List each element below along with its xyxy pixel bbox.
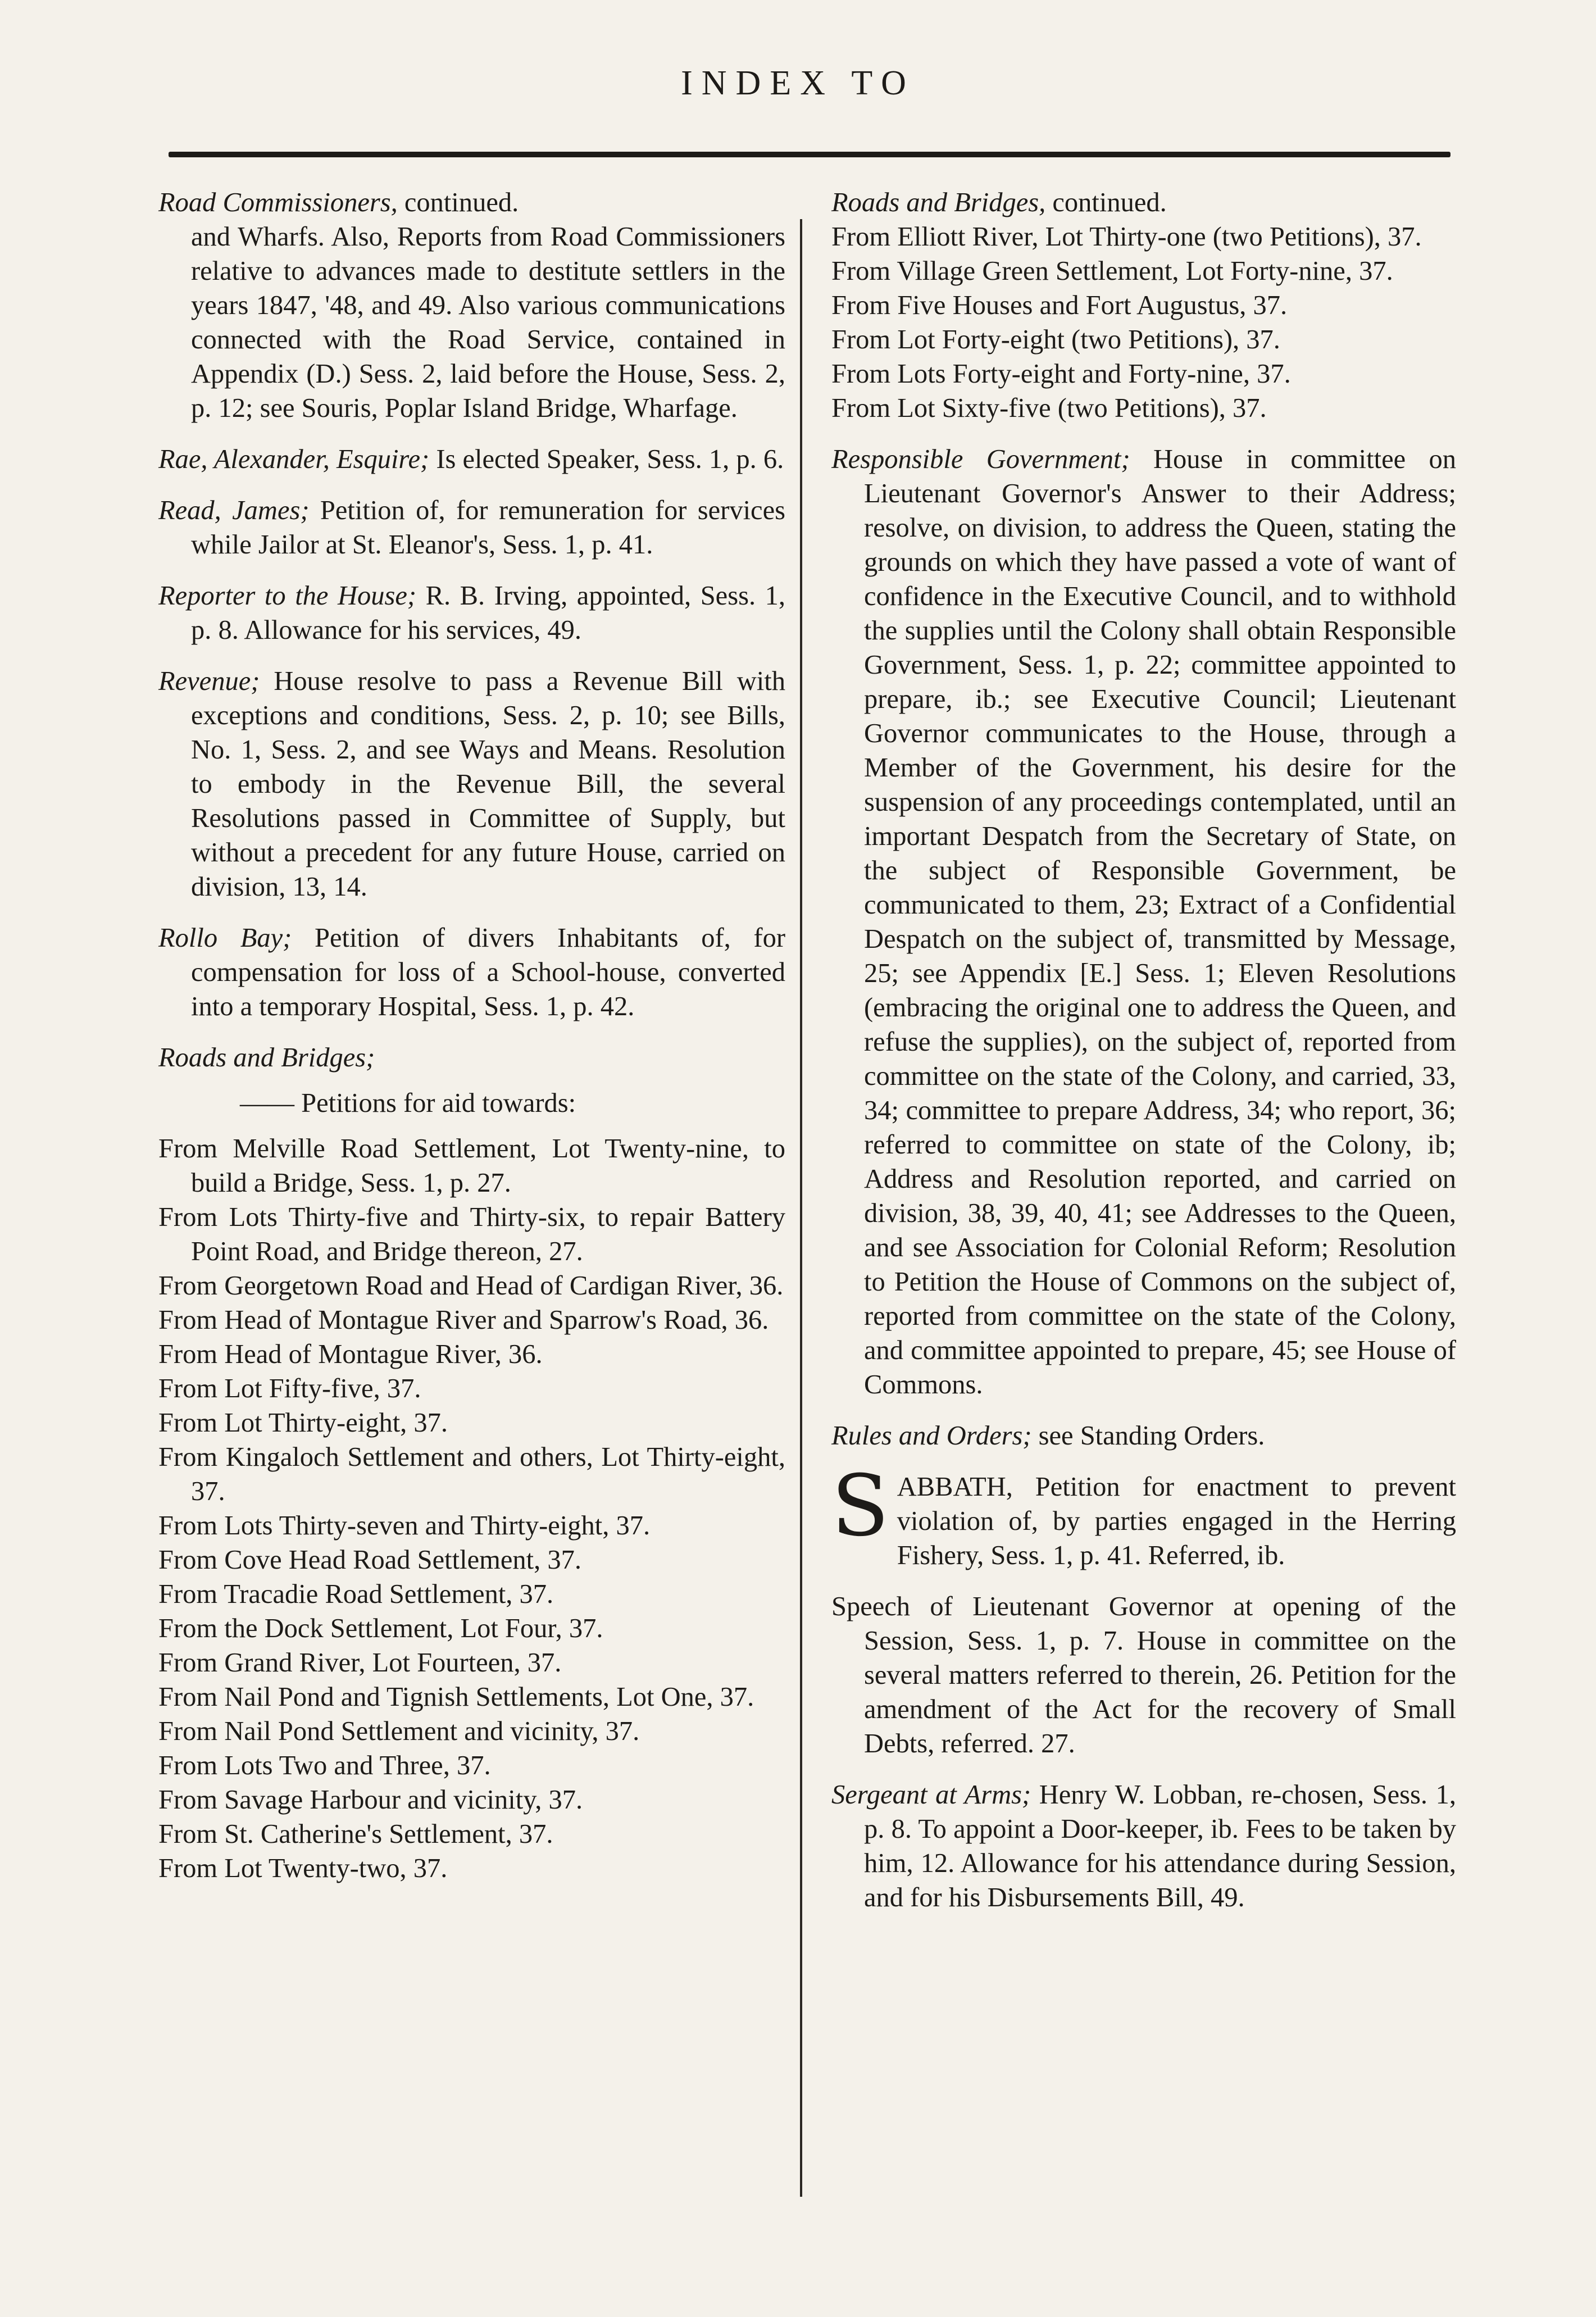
list-item: From Head of Montague River and Sparrow's Road, 36.	[158, 1305, 769, 1335]
entry-heading: Read, James;	[158, 496, 310, 525]
entry-heading: Responsible Government;	[831, 444, 1130, 474]
entry-heading: ABBATH,	[897, 1472, 1013, 1502]
list-item: From Lots Forty-eight and Forty-nine, 37.	[831, 359, 1291, 389]
drop-cap-letter: S	[831, 1457, 889, 1555]
entry-heading: Reporter to the House;	[158, 581, 417, 611]
left-column	[158, 185, 785, 1886]
column-divider	[800, 219, 802, 2197]
entry-heading: Revenue;	[158, 666, 260, 696]
list-item: From Five Houses and Fort Augustus, 37.	[831, 290, 1288, 320]
list-item: From St. Catherine's Settlement, 37.	[158, 1819, 553, 1849]
index-entry: Rae, Alexander, Esquire; Is elected Speaker, Sess. 1, p. 6.	[158, 444, 784, 474]
list-item: From Kingaloch Settlement and others, Lot Thirty-eight, 37.	[158, 1442, 785, 1506]
continued-heading: Road Commissioners, continued.	[158, 188, 519, 217]
entry-heading: Roads and Bridges;	[158, 1043, 375, 1073]
list-item: From Cove Head Road Settlement, 37.	[158, 1545, 581, 1575]
entry-heading: Roads and Bridges,	[831, 188, 1046, 217]
index-entry: Speech of Lieutenant Governor at opening of the Session, Sess. 1, p. 7. House in committee on the several matters referred to therein, 26. Petition for the amendment of the Act for the recovery of Small Debts, referred. 27.	[831, 1592, 1456, 1759]
index-entry: Rules and Orders; see Standing Orders.	[831, 1421, 1265, 1451]
index-entry: Responsible Government; House in committee on Lieutenant Governor's Answer to their Address; resolve, on division, to address the Queen, stating the grounds on which they have passed a vote of want of confidence in the Executive Council, and to withhold the supplies until the Colony shall obtain Responsible Government, Sess. 1, p. 22; committee appointed to prepare, ib.; see Executive Council; Lieutenant Governor communicates to the House, through a Member of the Government, his desire for the suspension of any proceedings contemplated, until an important Despatch from the Secretary of State, on the subject of Responsible Government, be communicated to them, 23; Extract of a Confidential Despatch on the subject of, transmitted by Message, 25; see Appendix [E.] Sess. 1; Eleven Resolutions (embracing the original one to address the Queen, and refuse the supplies), on the subject of, reported from committee on the state of the Colony, and carried, 33, 34; committee to prepare Address, 34; who report, 36; referred to committee on state of the Colony, ib; Address and Resolution reported, and carried on division, 38, 39, 40, 41; see Addresses to the Queen, and see Association for Colonial Reform; Resolution to Petition the House of Commons on the subject of, reported from committee on the state of the Colony, and committee appointed to prepare, 45; see House of Commons.	[831, 444, 1456, 1400]
index-entry: Reporter to the House; R. B. Irving, appointed, Sess. 1, p. 8. Allowance for his services, 49.	[158, 581, 785, 645]
entry-heading: Rae, Alexander, Esquire;	[158, 444, 430, 474]
header-rule	[169, 152, 1451, 157]
entry-heading: Sergeant at Arms;	[831, 1780, 1031, 1810]
list-item: From Tracadie Road Settlement, 37.	[158, 1579, 554, 1609]
list-item: From Lot Fifty-five, 37.	[158, 1374, 421, 1403]
index-entry	[158, 1041, 785, 1075]
list-item: From Village Green Settlement, Lot Forty-nine, 37.	[831, 256, 1393, 286]
list-item: From Nail Pond and Tignish Settlements, Lot One, 37.	[158, 1682, 754, 1712]
entry-heading: Rollo Bay;	[158, 923, 292, 953]
page-header: INDEX TO	[681, 64, 915, 102]
index-entry: Revenue; House resolve to pass a Revenue Bill with exceptions and conditions, Sess. 2, p. 10; see Bills, No. 1, Sess. 2, and see Ways and Means. Resolution to embody in the Revenue Bill, the several Resolutions passed in Committee of Supply, but without a precedent for any future House, carried on division, 13, 14.	[158, 666, 785, 902]
list-item: From Lots Two and Three, 37.	[158, 1751, 491, 1780]
list-item: From Lot Sixty-five (two Petitions), 37.	[831, 393, 1267, 423]
list-item: From Grand River, Lot Fourteen, 37.	[158, 1648, 562, 1678]
entry-heading: Rules and Orders;	[831, 1421, 1032, 1451]
list-item: From Lot Thirty-eight, 37.	[158, 1408, 448, 1438]
list-item: From Nail Pond Settlement and vicinity, 37.	[158, 1716, 640, 1746]
list-item: From Lot Twenty-two, 37.	[158, 1853, 448, 1883]
list-item: From Melville Road Settlement, Lot Twenty-nine, to build a Bridge, Sess. 1, p. 27.	[158, 1134, 785, 1198]
list-item: From Savage Harbour and vicinity, 37.	[158, 1785, 583, 1815]
right-column	[831, 185, 1456, 1915]
list-item: From Lots Thirty-five and Thirty-six, to repair Battery Point Road, and Bridge thereon, 27.	[158, 1202, 785, 1266]
index-entry: Rollo Bay; Petition of divers Inhabitants of, for compensation for loss of a School-house, converted into a temporary Hospital, Sess. 1, p. 42.	[158, 923, 785, 1021]
list-item: From Lots Thirty-seven and Thirty-eight, 37.	[158, 1511, 651, 1541]
continued-heading: Roads and Bridges, continued.	[831, 188, 1167, 217]
sabbath-entry: SABBATH, Petition for enactment to prevent violation of, by parties engaged in the Herring Fishery, Sess. 1, p. 41. Referred, ib.	[831, 1457, 1456, 1570]
list-item: From the Dock Settlement, Lot Four, 37.	[158, 1614, 603, 1643]
list-item: From Georgetown Road and Head of Cardigan River, 36.	[158, 1271, 784, 1301]
index-entry: Sergeant at Arms; Henry W. Lobban, re-chosen, Sess. 1, p. 8. To appoint a Door-keeper, ib. Fees to be taken by him, 12. Allowance for his attendance during Session, and for his Disbursements Bill, 49.	[831, 1780, 1456, 1912]
list-item: From Lot Forty-eight (two Petitions), 37.	[831, 325, 1280, 355]
entry-heading: Road Commissioners,	[158, 188, 398, 217]
entry-body: and Wharfs. Also, Reports from Road Commissioners relative to advances made to destitute settlers in the years 1847, '48, and 49. Also various communications connected with the Road Service, contained in Appendix (D.) Sess. 2, laid before the House, Sess. 2, p. 12; see Souris, Poplar Island Bridge, Wharfage.	[191, 222, 785, 423]
index-entry: Read, James; Petition of, for remuneration for services while Jailor at St. Eleanor's, Sess. 1, p. 41.	[158, 496, 785, 560]
sub-heading: —— Petitions for aid towards:	[240, 1088, 576, 1118]
list-item: From Elliott River, Lot Thirty-one (two Petitions), 37.	[831, 222, 1422, 252]
list-item: From Head of Montague River, 36.	[158, 1339, 543, 1369]
